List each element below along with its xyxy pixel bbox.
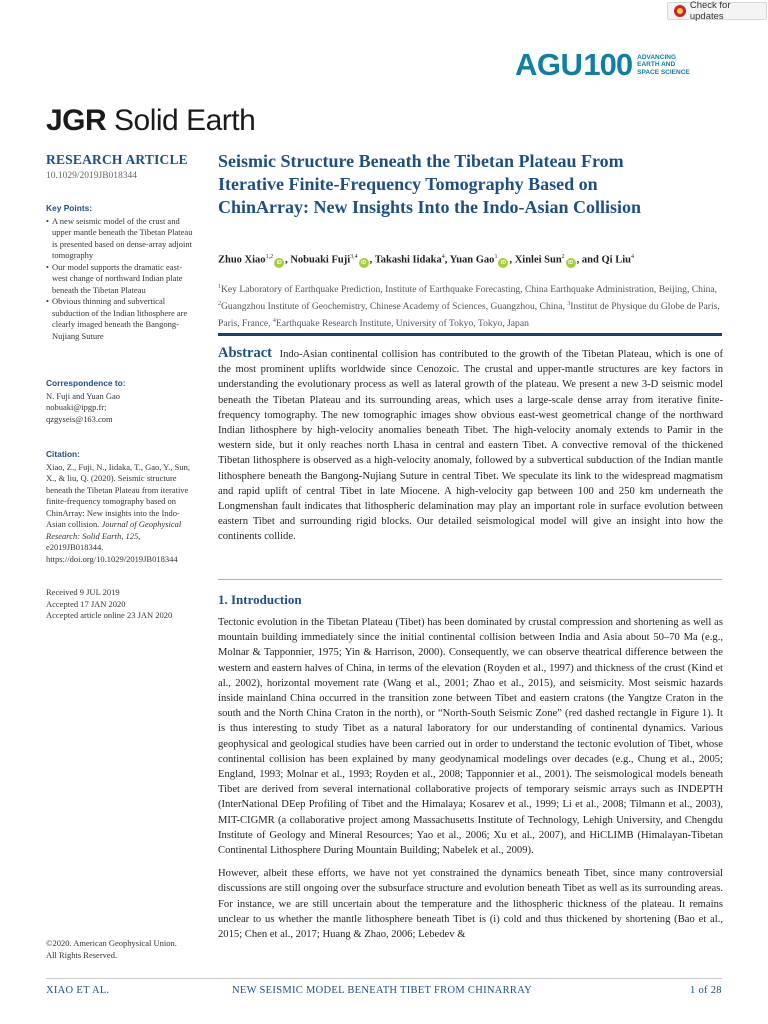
footer-authors: XIAO ET AL.: [46, 985, 110, 996]
orcid-icon[interactable]: iD: [498, 258, 508, 268]
abstract-label: Abstract: [218, 345, 272, 361]
orcid-icon[interactable]: iD: [566, 258, 576, 268]
affiliation-text: Key Laboratory of Earthquake Prediction, Institute of Earthquake Forecasting, China Earthquake Administration, Beijing, China,: [221, 284, 718, 296]
author-affiliation-sup: 4: [630, 254, 634, 260]
correspondence-names: N. Fuji and Yuan Gao: [46, 390, 121, 401]
agu-logo-word: AGU: [515, 47, 583, 82]
agu-logo-number: 100: [583, 47, 633, 82]
orcid-icon[interactable]: iD: [274, 258, 284, 268]
affiliation-sup: 3: [567, 301, 571, 308]
key-point-item: • Obvious thinning and subvertical subduction of the Indian lithosphere are clearly imaged beneath the Bangong-Nujiang Suture: [46, 296, 196, 342]
agu-logo-tagline: ADVANCING EARTH AND SPACE SCIENCE: [637, 53, 690, 76]
author-name: Xinlei Sun: [514, 254, 562, 266]
date-accepted: Accepted 17 JAN 2020: [46, 598, 126, 609]
author-name: Yuan Gao: [449, 254, 495, 266]
footer-running-title: NEW SEISMIC MODEL BENEATH TIBET FROM CHINARRAY: [232, 985, 533, 996]
author-name: Nobuaki Fuji: [290, 254, 351, 266]
date-received: Received 9 JUL 2019: [46, 587, 120, 597]
date-online: Accepted article online 23 JAN 2020: [46, 610, 173, 620]
journal-name: JGR Solid Earth: [46, 104, 256, 137]
paragraph: Tectonic evolution in the Tibetan Plateau (Tibet) has been dominated by crustal compression and shortening as well as mountain building immediately since the initial continental collision between India and Asia about 50–70 Ma (e.g., Molnar & Tapponnier, 1975; Yin & Harrison, 2000). Consequently, we can observe theatrical difference between the western and eastern halves of China, in terms of the elevation (Royden et al., 1997) and thickness of the crust (Kind et al., 2002), horizontal movement rate (Wang et al., 2001; Zhao et al., 2015), and seismicity. Most seismic hazards inside mainland China occurred in the transition zone between Tibet and eastern cratons (the Yangtze Craton in the south and the North China Craton in the north), or “North-South Seismic Zone” (red dashed rectangle in Figure 1). It is thus interesting to study Tibet as a natural laboratory for our understanding of continental dynamics. Various geophysical and geological studies have been carried out in order to understand the tectonic evolution of Tibet, whose continental collision has been explained by many geodynamical modelings over decades (e.g., Chung et al., 2005; England, 1993; Molnar et al., 1993; Royden et al., 2008; Tapponnier et al., 2001). The seismological models beneath Tibet are derived from several international collaborative projects of temporary seismic arrays such as INDEPTH (InterNational DEep Profiling of Tibet and the Himalaya; Kosarev et al., 1999; Li et al., 2008; Tilmann et al., 2003), MIT-CIGMR (a collaborative project among Massachusetts Institute of Technology, Lehigh University, and Chengdu Institute of Geology and Mineral Resources; Yao et al., 2006; Xu et al., 2007), and HiCLIMB (Himalayan-Tibetan Continental Lithosphere During Mountain Building; Nabelek et al., 2009).: [218, 617, 723, 857]
key-points-heading: Key Points:: [46, 203, 93, 213]
affiliation-sup: 2: [218, 301, 221, 308]
correspondence-email[interactable]: nobuaki@ipgp.fr;: [46, 402, 107, 412]
author-name: Takashi Iidaka: [374, 254, 442, 266]
abstract: [218, 346, 723, 545]
author-list: Zhuo Xiao$^{1,2}$iD , Nobuaki Fuji$^{3,4}$iD , Takashi Iidaka$^4$, Yuan Gao$^1$iD , Xinlei Sun$^2$iD , and Qi Liu$^4$: [218, 254, 634, 266]
author-affiliation-sup: 3,4: [350, 254, 358, 260]
author-affiliation-sup: 2: [561, 254, 565, 260]
article-title: Seismic Structure Beneath the Tibetan Plateau From Iterative Finite-Frequency Tomography Based on ChinArray: New Insights Into the Indo-Asian Collision: [218, 151, 642, 217]
author-name: Qi Liu: [601, 254, 631, 266]
section-heading-introduction: 1. Introduction: [218, 592, 302, 607]
author-affiliation-sup: 1,2: [265, 254, 274, 260]
check-for-updates-label: Check for updates: [689, 0, 731, 22]
citation-text: Xiao, Z., Fuji, N., Iidaka, T., Gao, Y., Sun, X., & liu, Q. (2020). Seismic structure beneath the Tibetan Plateau from iterative finite-frequency tomography based on ChinArray: New insights into the Indo-Asian collision. Journal of Geophysical Research: Solid Earth, 125, e2019JB018344. https://doi.org/10.1029/2019JB018344: [46, 461, 190, 564]
abstract-divider: [218, 579, 722, 580]
abstract-text: Indo-Asian continental collision has contributed to the growth of the Tibetan Plateau, which is one of the most prominent uplifts worldwide since Cenozoic. The crustal and upper-mantle structures are key factors in understanding the evolutionary process as well as lateral growth of the plateau. We present a new 3-D seismic model beneath the Tibetan Plateau and its surrounding areas, which uses a large-scale dense array from iterative finite-frequency tomography. The new tomographic images show obvious east-west geometrical change of the northward Indian lithosphere by high-velocity anomalies beneath Tibet. The high-velocity anomaly extends to Pamir in the western side, but it only reaches north Lhasa in central and eastern Tibet. A convective removal of the thickened Tibetan lithosphere is observed as a high-velocity anomaly, followed by a subvertical subduction of the Indian mantle lithosphere beneath the Bangong-Nujiang Suture in central Tibet. We speculate its link to the widespread magmatism and rapid uplift of central Tibet in late Miocene. A high-velocity gap between 100 and 250 km underneath the Longmenshan fault indicates that lithospheric delamination may play an important role in surface evolution between eastern Tibet and surrounding rigid blocks. Our detailed seismological model will give an insight into how the continents collide.: [218, 349, 723, 543]
correspondence-heading: Correspondence to:: [46, 378, 126, 388]
check-for-updates-button[interactable]: [667, 2, 767, 20]
author-name: Zhuo Xiao: [218, 254, 266, 266]
affiliation-text: Earthquake Research Institute, University of Tokyo, Tokyo, Japan: [275, 318, 529, 330]
orcid-icon[interactable]: iD: [359, 258, 369, 268]
correspondence: [46, 378, 196, 425]
copyright: ©2020. American Geophysical Union. All Rights Reserved.: [46, 938, 177, 960]
agu-logo: [515, 48, 690, 82]
paragraph: However, albeit these efforts, we have not yet constrained the dynamics beneath Tibet, since many controversial discussions are still ongoing over the subsurface structure and evolution beneath Tibet as well as its surrounding areas. For instance, we are still uncertain about the temperature and the lithospheric thickness of the plateau. It remains unclear to us whether the mantle lithosphere beneath Tibet is (i) cold and thus thickened by shortening (Bao et al., 2015; Chen et al., 2017; Huang & Zhao, 2006; Lebedev &: [218, 868, 723, 941]
affiliation-text: Institut de Physique du Globe de Paris, Paris, France,: [218, 301, 720, 330]
affiliation-text: Guangzhou Institute of Geochemistry, Chinese Academy of Sciences, Guangzhou, China,: [221, 301, 568, 313]
article-doi[interactable]: 10.1029/2019JB018344: [46, 171, 138, 181]
key-point-item: • A new seismic model of the crust and upper mantle beneath the Tibetan Plateau is presented based on dense-array adjoint tomography: [46, 216, 196, 262]
header-divider: [218, 333, 722, 336]
footer-divider: [46, 978, 722, 979]
affiliation-sup: 4: [272, 318, 276, 325]
article-dates: [46, 587, 196, 622]
author-affiliation-sup: 4: [441, 254, 445, 260]
update-badge-icon: [674, 5, 686, 17]
key-point-item: • Our model supports the dramatic east-west change of northward Indian plate beneath the Tibetan Plateau: [46, 262, 196, 297]
author-affiliation-sup: 1: [494, 254, 498, 260]
correspondence-email[interactable]: qzgyseis@163.com: [46, 413, 113, 424]
key-points: [46, 203, 196, 342]
citation-heading: Citation:: [46, 449, 80, 459]
article-type: RESEARCH ARTICLE: [46, 152, 188, 167]
citation: [46, 449, 196, 565]
footer-page-number: 1 of 28: [690, 985, 722, 996]
affiliation-sup: 1: [218, 284, 221, 290]
affiliations: [218, 280, 728, 332]
body-text: [218, 615, 723, 950]
